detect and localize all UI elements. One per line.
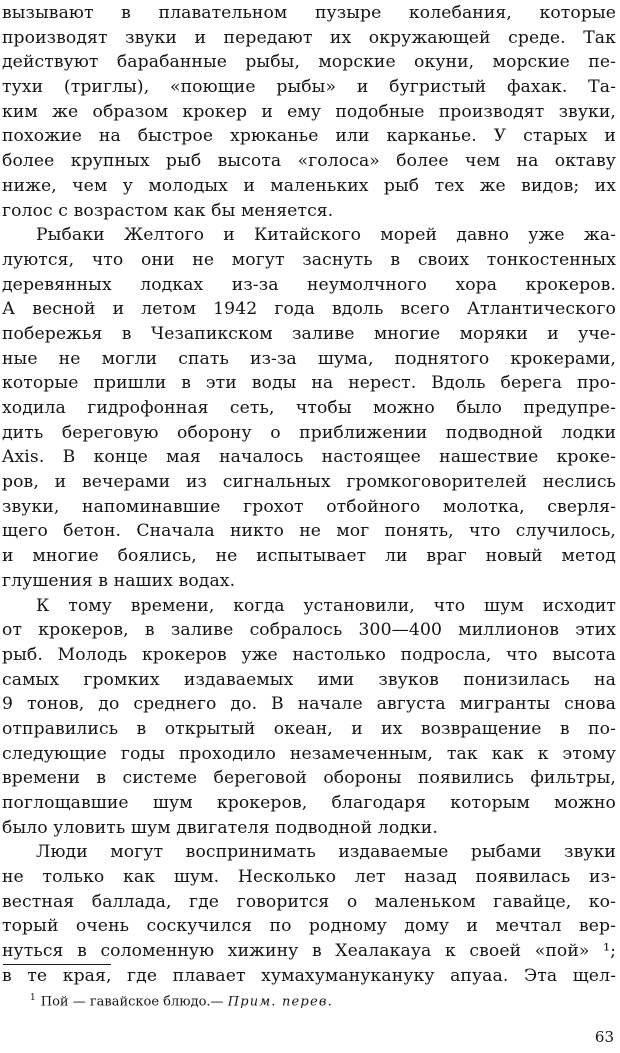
text-line: которые пришли в эти воды на нерест. Вдоль берега про- bbox=[2, 373, 616, 394]
text-line: звуки, напоминавшие грохот отбойного молотка, сверля- bbox=[2, 496, 616, 517]
text-line: луются, что они не могут заснуть в своих тонкостенных bbox=[2, 249, 616, 270]
text-line: 9 тонов, до среднего до. В начале августа мигранты снова bbox=[2, 694, 616, 715]
translator-note-label: Прим. перев. bbox=[227, 994, 333, 1010]
text-line: вестная баллада, где говорится о маленьком гавайце, ко- bbox=[2, 891, 616, 912]
text-line: нуться в соломенную хижину в Хеалакауа к своей «пой» ¹; bbox=[2, 941, 616, 962]
page-number: 63 bbox=[594, 1028, 614, 1046]
text-line: дить береговую оборону о приближении подводной лодки bbox=[2, 422, 616, 443]
text-line: следующие годы проходило незамеченным, так как к этому bbox=[2, 743, 616, 764]
text-line: ные не могли спать из-за шума, поднятого крокерами, bbox=[2, 348, 616, 369]
text-line: ниже, чем у молодых и маленьких рыб тех же видов; их bbox=[2, 175, 616, 196]
text-line: голос с возрастом как бы меняется. bbox=[2, 200, 334, 221]
text-line: и многие боялись, не испытывает ли враг новый метод bbox=[2, 546, 616, 567]
text-line: ходила гидрофонная сеть, чтобы можно было предупре- bbox=[2, 398, 616, 418]
text-line: вызывают в плавательном пузыре колебания, которые bbox=[2, 3, 616, 23]
text-line: времени в системе береговой обороны появились фильтры, bbox=[2, 768, 616, 789]
text-line: тухи (триглы), «поющие рыбы» и бугристый фахак. Та- bbox=[2, 77, 616, 98]
text-line: Люди могут воспринимать издаваемые рыбами звуки bbox=[36, 842, 616, 863]
text-line: К тому времени, когда установили, что шум исходит bbox=[36, 595, 616, 616]
footnote-divider bbox=[3, 964, 111, 965]
text-line: Axis. В конце мая началось настоящее нашествие кроке- bbox=[2, 447, 616, 468]
text-line: от крокеров, в заливе собралось 300—400 миллионов этих bbox=[2, 620, 616, 641]
text-line: в те края, где плавает хумахуманукануку апуаа. Эта щел- bbox=[2, 965, 616, 986]
text-line: побережья в Чезапикском заливе многие моряки и уче- bbox=[2, 323, 616, 344]
footnote-text: Пой — гавайское блюдо.— bbox=[40, 994, 224, 1010]
text-line: производят звуки и передают их окружающей среде. Так bbox=[2, 27, 616, 48]
text-line: не только как шум. Несколько лет назад появилась из- bbox=[2, 867, 616, 888]
footnote bbox=[30, 989, 333, 1011]
body-text bbox=[2, 1, 616, 989]
text-line: похожие на быстрое хрюканье или карканье. У старых и bbox=[2, 126, 616, 147]
text-line: поглощавшие шум крокеров, благодаря которым можно bbox=[2, 793, 616, 813]
text-line: ким же образом крокер и ему подобные производят звуки, bbox=[2, 101, 616, 122]
footnote-marker: 1 bbox=[30, 993, 36, 1003]
text-line: действуют барабанные рыбы, морские окуни, морские пе- bbox=[2, 52, 616, 73]
text-line: Рыбаки Желтого и Китайского морей давно уже жа- bbox=[36, 225, 616, 246]
book-page bbox=[2, 0, 616, 1053]
text-line: отправились в открытый океан, и их возвращение в по- bbox=[2, 718, 616, 739]
text-line: торый очень соскучился по родному дому и мечтал вер- bbox=[2, 916, 616, 937]
text-line: ров, и вечерами из сигнальных громкоговорителей неслись bbox=[2, 472, 616, 493]
text-line: глушения в наших водах. bbox=[2, 570, 236, 591]
text-line: рыб. Молодь крокеров уже настолько подросла, что высота bbox=[2, 644, 616, 665]
text-line: щего бетон. Сначала никто не мог понять, что случилось, bbox=[2, 521, 616, 542]
text-line: было уловить шум двигателя подводной лодки. bbox=[2, 817, 438, 838]
text-line: деревянных лодках из-за неумолчного хора крокеров. bbox=[2, 274, 616, 295]
text-line: самых громких издаваемых ими звуков понизилась на bbox=[2, 669, 616, 690]
text-line: более крупных рыб высота «голоса» более чем на октаву bbox=[2, 151, 616, 172]
text-line: А весной и летом 1942 года вдоль всего Атлантического bbox=[2, 299, 616, 320]
